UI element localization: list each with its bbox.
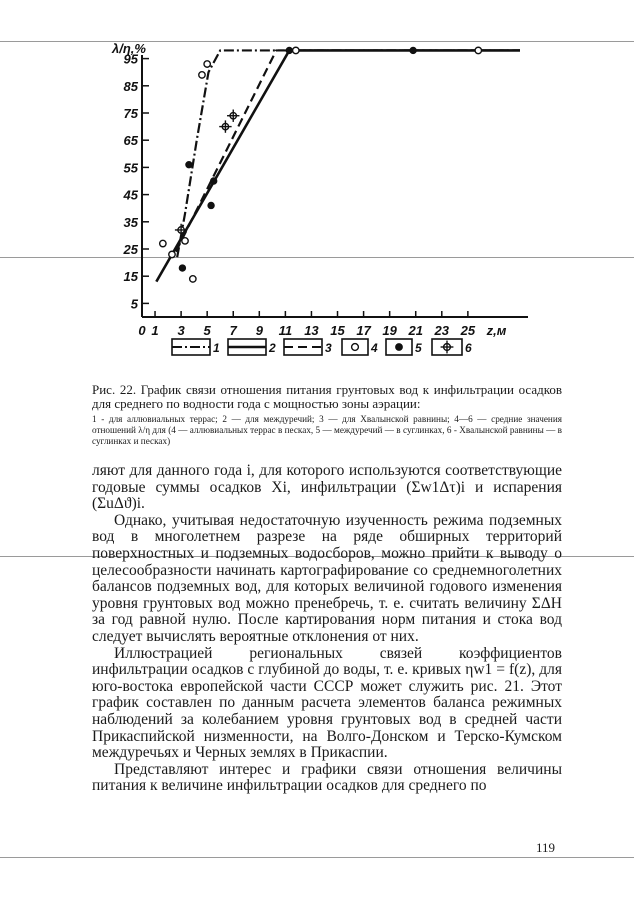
data-point-4 — [182, 238, 188, 244]
data-point-4 — [475, 47, 481, 53]
y-axis-label: λ/η,% — [112, 41, 146, 56]
x-tick-label: 1 — [151, 323, 159, 338]
x-tick-label: 13 — [304, 323, 319, 338]
scan-line-bottom — [0, 857, 634, 858]
y-tick-label: 5 — [130, 296, 138, 312]
data-point-5 — [410, 47, 416, 53]
data-point-5 — [179, 265, 185, 271]
x-tick-label: 15 — [330, 323, 345, 338]
figure-caption — [92, 383, 562, 447]
series-line-2 — [156, 50, 520, 281]
data-point-6 — [219, 120, 231, 132]
legend-marker-5 — [396, 344, 403, 351]
y-tick-label: 55 — [123, 160, 138, 176]
x-tick-label: 19 — [382, 323, 397, 338]
x-tick-label: 0 — [138, 323, 146, 338]
legend-label-4: 4 — [371, 341, 378, 355]
paragraph-1: ляют для данного года i, для которого используются соответствующие годовые суммы осадков Xi, инфильтрации (Σw1Δτ)i и испарения (ΣuΔϑ)i. — [92, 462, 562, 513]
x-tick-label: 11 — [278, 323, 293, 338]
x-axis-label: z,м — [486, 323, 507, 338]
x-tick-label: 3 — [177, 323, 185, 338]
y-tick-label: 15 — [123, 269, 138, 285]
chart-series — [156, 50, 520, 281]
data-point-5 — [208, 202, 214, 208]
data-point-4 — [160, 240, 166, 246]
legend-marker-4 — [352, 344, 359, 351]
y-tick-label: 65 — [123, 133, 138, 149]
paragraph-3: Иллюстрацией региональных связей коэффициентов инфильтрации осадков с глубиной до воды, т. е. кривых ηw1 = f(z), для юго-востока европейской части СССР может служить рис. 21. Этот график составлен по данным расчета элементов баланса режимных наблюдений за колебанием уровня грунтовых вод в средней части Прикаспийской низменности, на Волго-Донском и Терско-Кумском междуречьях и Черных землях в Прикаспии. — [92, 644, 562, 762]
y-tick-label: 85 — [123, 78, 138, 94]
y-tick-label: 25 — [123, 242, 138, 257]
legend-label-1: 1 — [213, 341, 220, 355]
x-tick-label: 23 — [434, 323, 450, 338]
page-number: 119 — [536, 840, 556, 855]
data-point-4 — [190, 276, 196, 282]
data-point-4 — [204, 61, 210, 67]
paragraph-2: Однако, учитывая недостаточную изученность режима подземных вод в многолетнем разрезе на ряде обширных территорий поверхностных и подземных водосборов, можно прийти к выводу о целесообразности начинать картографирование со среднемноголетних балансов подземных вод, для которых величиной годового изменения уровня грунтовых вод можно пренебречь, т. е. считать величину ΣΔH за год равной нулю. После картирования норм питания и стока вод следует вычислять вероятные отклонения от них. — [92, 511, 562, 645]
x-tick-label: 25 — [460, 323, 476, 338]
x-tick-label: 17 — [356, 323, 371, 338]
y-tick-label: 35 — [123, 214, 138, 230]
x-tick-label: 5 — [203, 323, 211, 338]
caption-note: 1 - для аллювиальных террас; 2 — для междуречий; 3 — для Хвалынской равнины; 4—6 — средние значения отношений λ/η для (4 — аллювиальных террас в песках, 5 — междуречий — в суглинках, 6 - Хвалынской равнины — в суглинках и песках) — [92, 414, 562, 446]
data-point-6 — [227, 110, 239, 122]
data-point-4 — [293, 47, 299, 53]
paragraph-4: Представляют интерес и графики связи отношения величины питания к величине инфильтрации осадков для среднего по — [92, 760, 562, 795]
data-point-5 — [286, 47, 292, 53]
x-tick-label: 7 — [229, 323, 237, 338]
legend-label-2: 2 — [269, 341, 276, 355]
legend-label-3: 3 — [325, 341, 332, 355]
series-line-3 — [176, 50, 520, 251]
data-point-4 — [199, 72, 205, 78]
body-text — [92, 463, 562, 795]
y-tick-label: 45 — [123, 187, 138, 203]
x-tick-label: 21 — [408, 323, 423, 338]
chart-axes — [111, 41, 528, 338]
x-tick-label: 9 — [255, 323, 263, 338]
caption-title: Рис. 22. График связи отношения питания грунтовых вод к инфильтрации осадков для среднего по водности года с мощностью зоны аэрации: — [92, 382, 562, 411]
data-point-5 — [186, 161, 192, 167]
legend-label-6: 6 — [465, 341, 472, 355]
data-point-5 — [210, 178, 216, 184]
chart-points — [160, 47, 482, 282]
y-tick-label: 75 — [123, 106, 138, 121]
figure-chart — [0, 0, 634, 380]
chart-legend — [172, 339, 472, 355]
legend-label-5: 5 — [415, 341, 422, 355]
data-point-4 — [169, 251, 175, 257]
y-tick-label: 95 — [123, 51, 138, 67]
